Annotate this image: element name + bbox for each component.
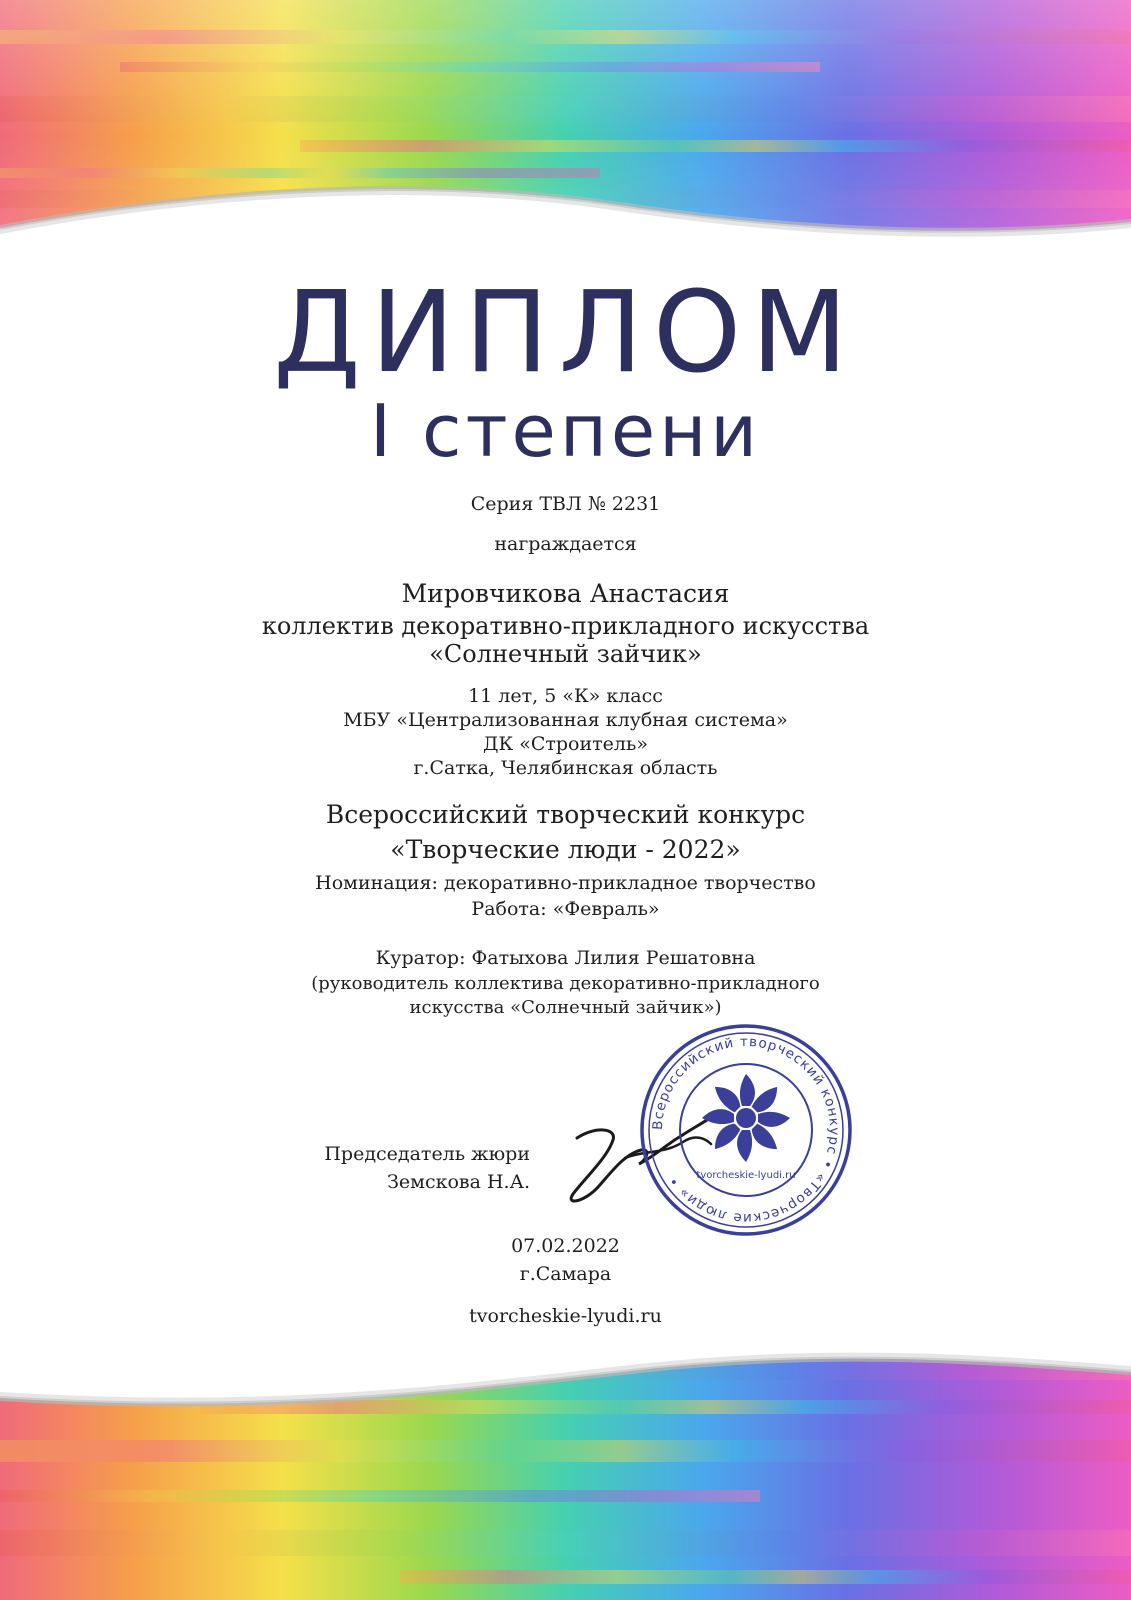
organization-line-2: ДК «Строитель»	[483, 733, 648, 755]
contest-name-line-1: Всероссийский творческий конкурс	[325, 800, 806, 829]
recipient-location: г.Сатка, Челябинская область	[413, 757, 718, 779]
collective-line-1: коллектив декоративно-прикладного искусства	[261, 612, 870, 640]
curator-role-line-1: (руководитель коллектива декоративно-прикладного	[311, 973, 820, 994]
jury-chair-name: Земскова Н.А.	[387, 1171, 530, 1193]
series-number: Серия ТВЛ № 2231	[470, 493, 661, 515]
work-title: Работа: «Февраль»	[471, 898, 660, 920]
awarded-label: награждается	[494, 533, 637, 555]
jury-chair-role: Председатель жюри	[324, 1143, 530, 1165]
curator-name: Куратор: Фатыхова Лилия Решатовна	[375, 947, 756, 969]
collective-line-2: «Солнечный зайчик»	[429, 640, 702, 668]
website-link[interactable]: tvorcheskie-lyudi.ru	[469, 1305, 662, 1327]
nomination: Номинация: декоративно-прикладное творчество	[315, 872, 816, 894]
curator-role-line-2: искусства «Солнечный зайчик»)	[409, 997, 722, 1018]
age-class: 11 лет, 5 «К» класс	[468, 685, 663, 707]
seal-center-text: tvorcheskie-lyudi.ru	[696, 1170, 796, 1181]
issue-date: 07.02.2022	[511, 1235, 620, 1257]
issue-city: г.Самара	[519, 1263, 612, 1285]
diploma-title: ДИПЛОМ	[273, 268, 858, 398]
contest-name-line-2: «Творческие люди - 2022»	[390, 835, 741, 864]
recipient-name: Мировчикова Анастасия	[401, 579, 730, 608]
svg-text:Всероссийский творческий конку	[650, 1034, 842, 1226]
contest-seal-stamp	[636, 1020, 856, 1240]
organization-line-1: МБУ «Централизованная клубная система»	[343, 709, 788, 731]
diploma-degree: I степени	[369, 389, 762, 473]
seal-ring-text: Всероссийский творческий конкурс • «Творческие люди» •	[649, 1033, 843, 1227]
